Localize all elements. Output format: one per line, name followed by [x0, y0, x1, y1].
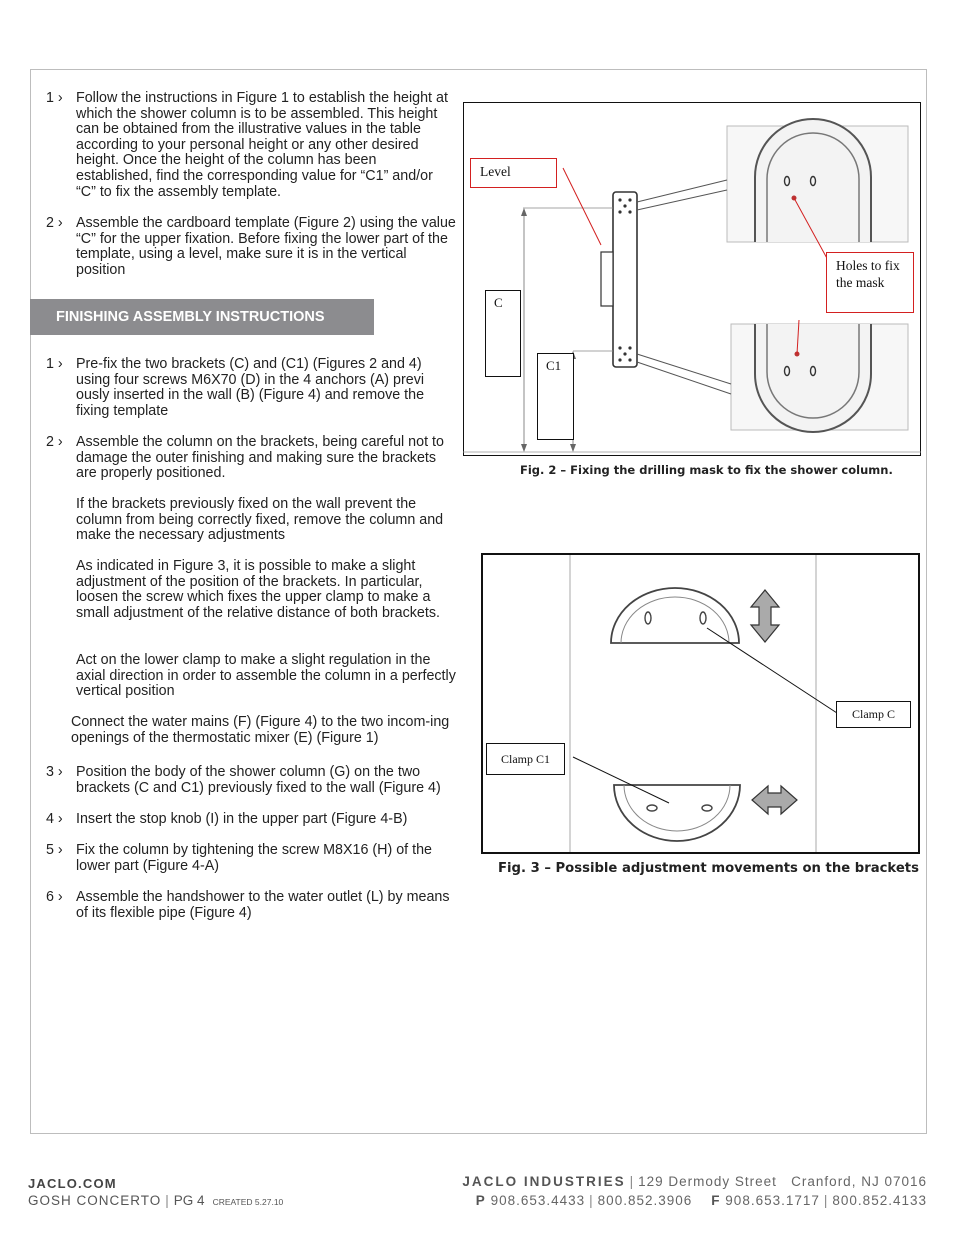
- footer-fax-label: F: [711, 1193, 721, 1208]
- step-2: [46, 216, 456, 278]
- footer-fax-tollfree: 800.852.4133: [832, 1193, 927, 1208]
- figure-3: [481, 553, 920, 854]
- figure-3-caption: Fig. 3 – Possible adjustment movements on the brackets: [498, 861, 919, 876]
- finishing-step-1: [46, 357, 456, 419]
- step-text: Assemble the column on the brackets, being careful not to damage the outer finishing and making sure the brackets are properly positioned.: [76, 434, 444, 482]
- holes-label: Holes to fix the mask: [826, 252, 914, 313]
- step-1: [46, 91, 456, 200]
- step-2-paragraph: Connect the water mains (F) (Figure 4) to the two incom-ing openings of the thermostatic mixer (E) (Figure 1): [71, 714, 450, 746]
- footer-website: JACLO.COM: [28, 1176, 117, 1191]
- footer-page: PG 4: [173, 1193, 205, 1208]
- step-text: Assemble the cardboard template (Figure 2) using the value “C” for the upper fixation. Before fixing the lower part of the template, using a level, make sure it is in the vertical position: [76, 215, 456, 278]
- step-2-paragraph: Act on the lower clamp to make a slight regulation in the axial direction in order to assemble the column in a perfectly vertical position: [76, 652, 456, 700]
- step-text: Assemble the handshower to the water outlet (L) by means of its flexible pipe (Figure 4): [76, 889, 450, 921]
- footer-fax: 908.653.1717: [725, 1193, 820, 1208]
- footer-product-line: [28, 1193, 283, 1208]
- finishing-step-2: [46, 435, 456, 482]
- footer-contact-line: [476, 1193, 927, 1208]
- finishing-step-4: [46, 812, 456, 828]
- step-text: Insert the stop knob (I) in the upper part (Figure 4-B): [76, 811, 408, 827]
- step-2-paragraph: As indicated in Figure 3, it is possible to make a slight adjustment of the position of the brackets. In particular, loosen the screw which fixes the upper clamp to make a small adjustment of the relative distance of both brackets.: [76, 558, 440, 621]
- c-dimension-label: C: [485, 290, 521, 377]
- finishing-step-3: [46, 765, 456, 796]
- step-number: 2 ›: [46, 215, 63, 231]
- level-label: Level: [470, 158, 557, 188]
- step-number: 2 ›: [46, 434, 63, 450]
- footer-separator: |: [589, 1193, 594, 1208]
- step-text: Pre-fix the two brackets (C) and (C1) (Figures 2 and 4) using four screws M6X70 (D) in the 4 anchors (A) previ ously inserted in the wall (B) (Figure 4) and remove the fixing template: [76, 356, 425, 419]
- figure-2-caption: Fig. 2 – Fixing the drilling mask to fix the shower column.: [520, 463, 893, 477]
- c1-dimension-label: C1: [537, 353, 574, 440]
- step-number: 1 ›: [46, 356, 63, 372]
- clamp-c-label: Clamp C: [836, 701, 911, 728]
- footer-phone-label: P: [475, 1193, 486, 1208]
- step-2-paragraph: If the brackets previously fixed on the wall prevent the column from being correctly fixed, remove the column and make the necessary adjustments: [76, 496, 444, 544]
- step-text: Position the body of the shower column (G) on the two brackets (C and C1) previously fixed to the wall (Figure 4): [76, 764, 441, 796]
- footer-company: JACLO INDUSTRIES: [462, 1174, 626, 1189]
- step-number: 1 ›: [46, 90, 63, 106]
- footer-separator: |: [629, 1174, 635, 1189]
- step-text: Fix the column by tightening the screw M8X16 (H) of the lower part (Figure 4-A): [76, 842, 432, 874]
- footer-phone-tollfree: 800.852.3906: [597, 1193, 693, 1208]
- footer-company-line: [462, 1174, 927, 1189]
- figure-2: [463, 102, 921, 456]
- finishing-step-6: [46, 890, 456, 921]
- footer-created-date: CREATED 5.27.10: [212, 1197, 284, 1207]
- step-number: 6 ›: [46, 889, 63, 905]
- footer-product: GOSH CONCERTO: [28, 1193, 162, 1208]
- footer-address: 129 Dermody Street Cranford, NJ 07016: [638, 1174, 927, 1189]
- clamp-c1-label: Clamp C1: [486, 743, 565, 775]
- finishing-step-5: [46, 843, 456, 874]
- footer-separator: |: [823, 1193, 829, 1208]
- step-number: 5 ›: [46, 842, 63, 858]
- footer-separator: |: [165, 1193, 170, 1208]
- step-number: 3 ›: [46, 764, 63, 780]
- footer-phone: 908.653.4433: [490, 1193, 586, 1208]
- section-title-bar: FINISHING ASSEMBLY INSTRUCTIONS: [30, 299, 374, 335]
- step-text: Follow the instructions in Figure 1 to establish the height at which the shower column is to be assembled. This height can be obtained from the illustrative values in the table according to your personal height or any other desired height. Once the height of the column has been established, find the corresponding value for “C1” and/or “C” to fix the assembly template.: [76, 90, 448, 200]
- step-number: 4 ›: [46, 811, 63, 827]
